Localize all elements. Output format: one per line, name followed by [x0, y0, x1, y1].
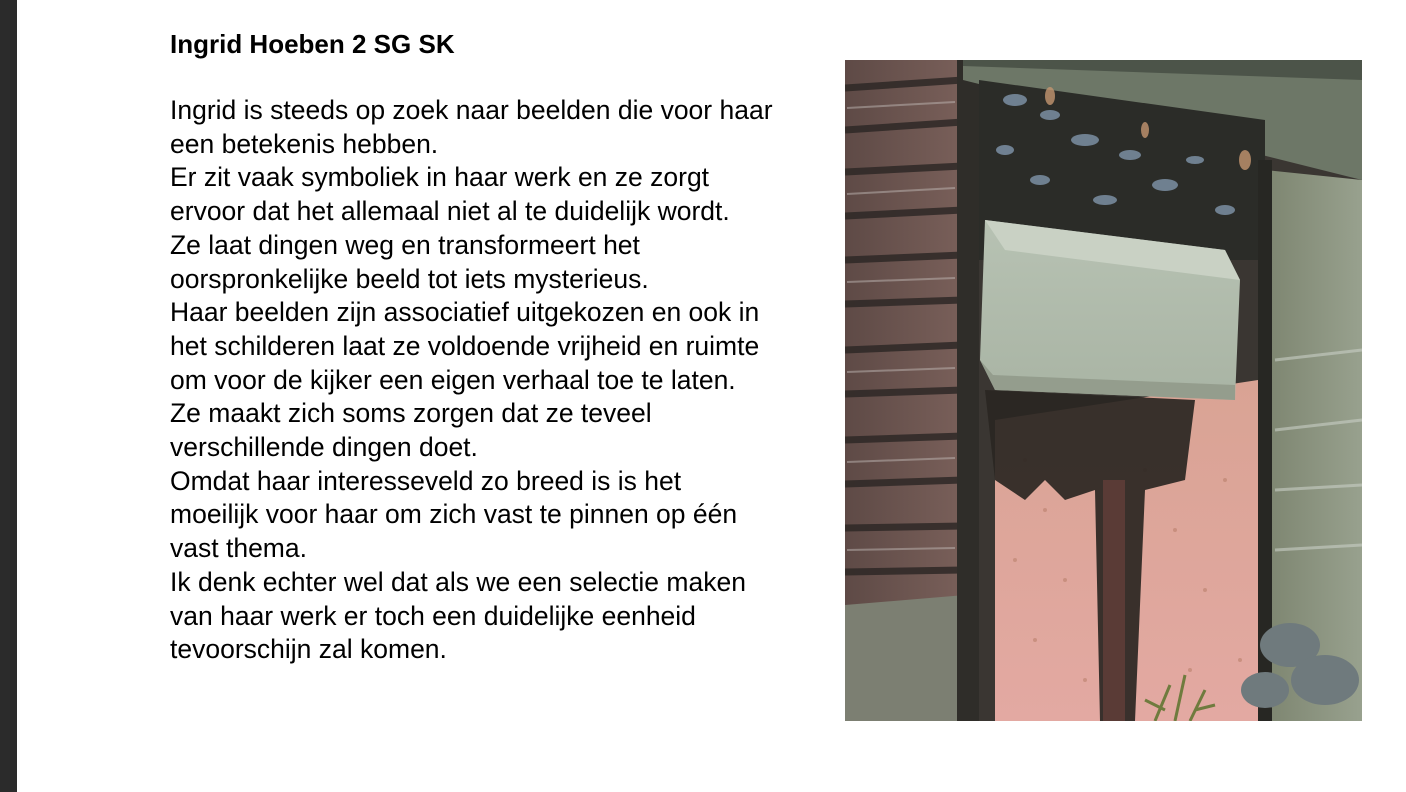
- body-line: om voor de kijker een eigen verhaal toe te laten.: [170, 364, 736, 395]
- body-line: Omdat haar interesseveld zo breed is is het: [170, 465, 682, 496]
- body-line: Ze laat dingen weg en transformeert het: [170, 229, 640, 260]
- document-title: Ingrid Hoeben 2 SG SK: [170, 29, 455, 59]
- body-line: vast thema.: [170, 533, 307, 564]
- body-line: Ze maakt zich soms zorgen dat ze teveel: [170, 398, 652, 429]
- window-edge-bar: [0, 0, 17, 792]
- document-body: [170, 94, 850, 667]
- painting-image: [845, 60, 1362, 721]
- body-line: het schilderen laat ze voldoende vrijheid en ruimte: [170, 330, 760, 361]
- body-line: Ik denk echter wel dat als we een selectie maken: [170, 566, 746, 597]
- body-line: van haar werk er toch een duidelijke eenheid: [170, 600, 696, 631]
- body-line: verschillende dingen doet.: [170, 432, 478, 463]
- body-line: Haar beelden zijn associatief uitgekozen en ook in: [170, 297, 760, 328]
- body-line: oorspronkelijke beeld tot iets mysterieus.: [170, 263, 649, 294]
- body-line: een betekenis hebben.: [170, 128, 439, 159]
- body-line: Er zit vaak symboliek in haar werk en ze zorgt: [170, 162, 710, 193]
- body-line: ervoor dat het allemaal niet al te duidelijk wordt.: [170, 196, 730, 227]
- body-line: Ingrid is steeds op zoek naar beelden die voor haar: [170, 95, 773, 125]
- body-line: moeilijk voor haar om zich vast te pinnen op één: [170, 499, 738, 530]
- body-line: tevoorschijn zal komen.: [170, 634, 447, 665]
